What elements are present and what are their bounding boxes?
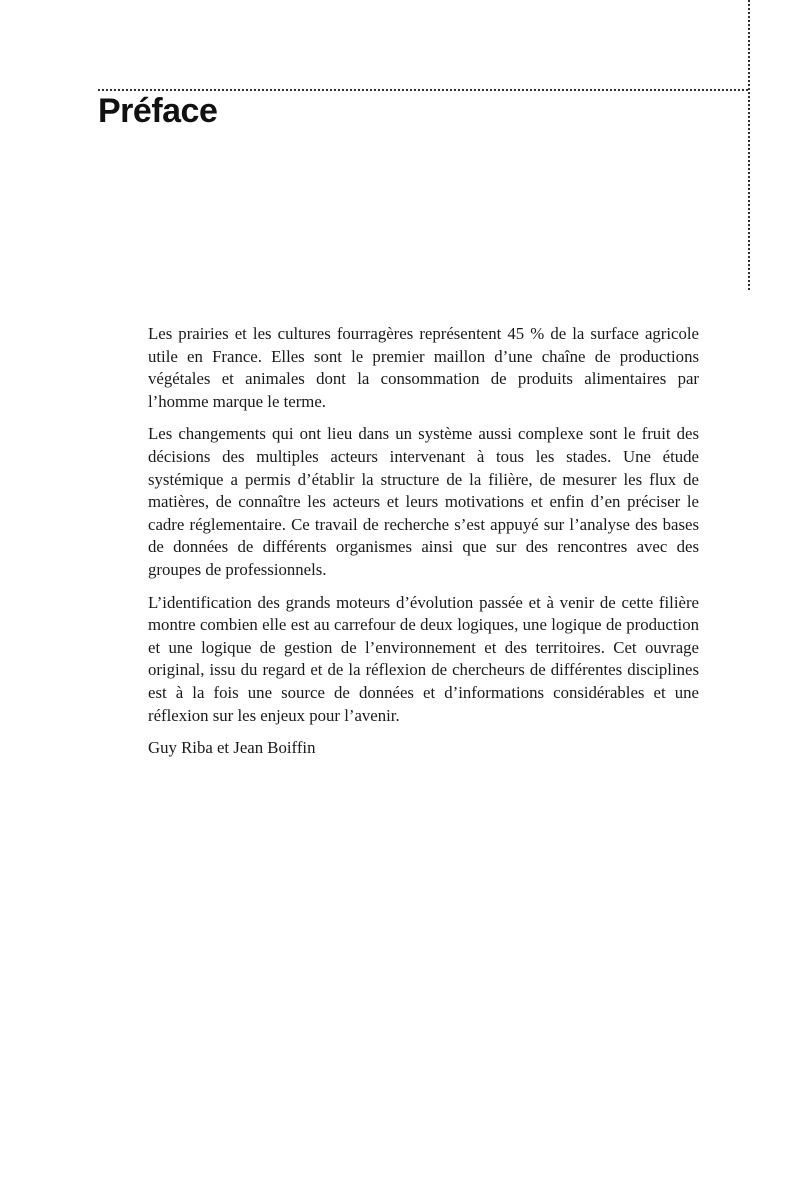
- page-title: Préface: [98, 92, 218, 130]
- preface-body: [148, 323, 699, 770]
- top-dotted-rule: [98, 89, 748, 91]
- paragraph-3: L’identification des grands moteurs d’évolution passée et à venir de cette filière montre combien elle est au carrefour de deux logiques, une logique de production et une logique de gestion de l’environnement et des territoires. Cet ouvrage original, issu du regard et de la réflexion de chercheurs de différentes disciplines est à la fois une source de données et d’informations considérables et une réflexion sur les enjeux pour l’avenir.: [148, 592, 699, 725]
- signature: Guy Riba et Jean Boiffin: [148, 738, 316, 758]
- side-dotted-rule: [748, 0, 750, 290]
- paragraph-2: Les changements qui ont lieu dans un système aussi complexe sont le fruit des décisions des multiples acteurs intervenant à tous les stades. Une étude systémique a permis d’établir la structure de la filière, de mesurer les flux de matières, de connaître les acteurs et leurs motivations et enfin d’en préciser le cadre réglementaire. Ce travail de recherche s’est appuyé sur l’analyse des bases de données de différents organismes ainsi que sur des rencontres avec des groupes de professionnels.: [148, 424, 699, 579]
- paragraph-1: Les prairies et les cultures fourragères représentent 45 % de la surface agricole utile en France. Elles sont le premier maillon d’une chaîne de productions végétales et animales dont la consommation de produits alimentaires par l’homme marque le terme.: [148, 324, 699, 411]
